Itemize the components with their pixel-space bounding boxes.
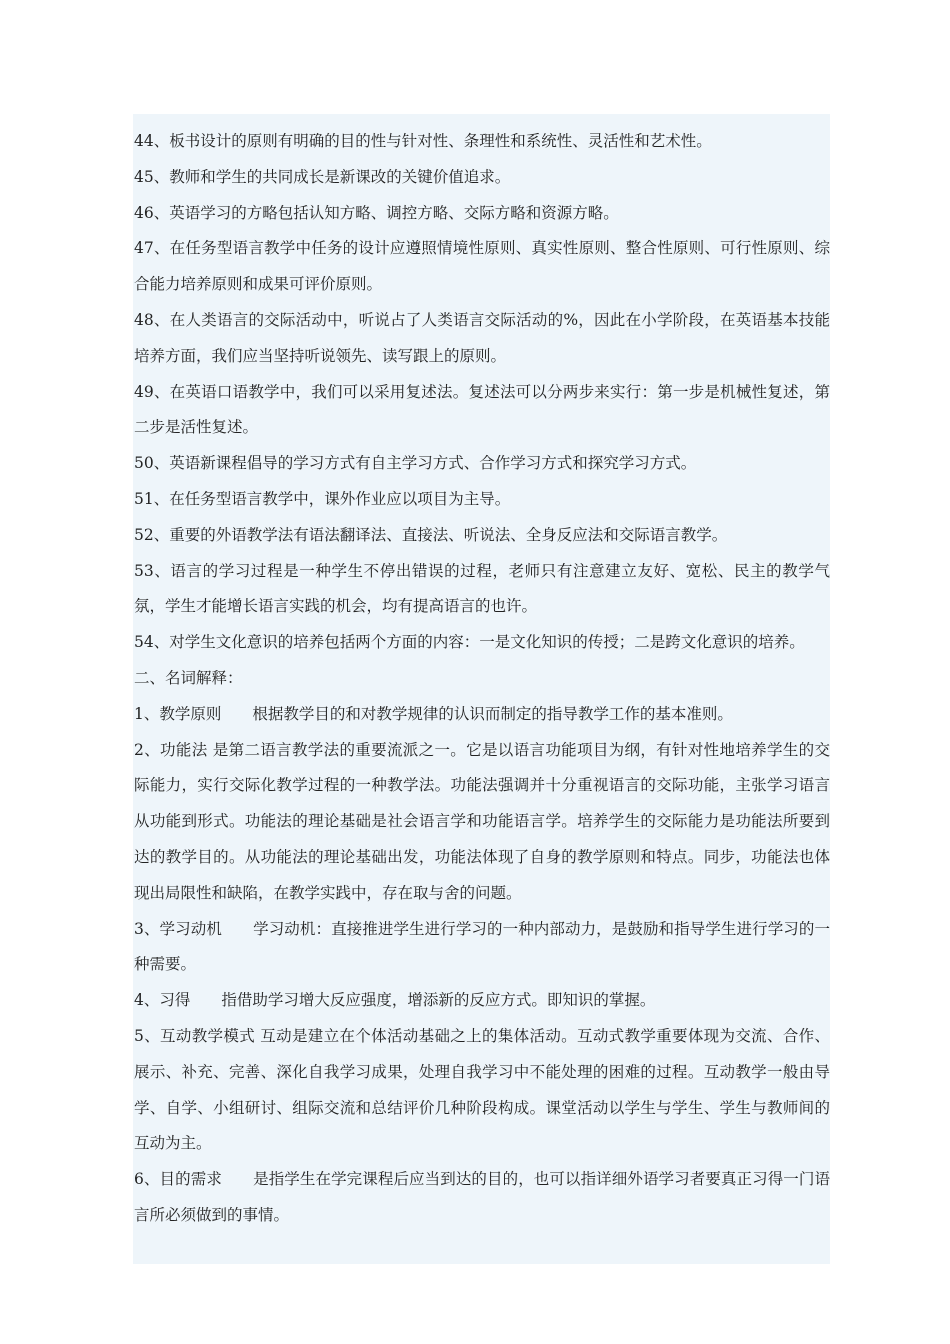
paragraph-53: 53、语言的学习过程是一种学生不停出错误的过程，老师只有注意建立友好、宽松、民主的教学气氛，学生才能增长语言实践的机会，均有提高语言的也许。 — [134, 561, 830, 616]
paragraph-54: 54、对学生文化意识的培养包括两个方面的内容：一是文化知识的传授；二是跨文化意识的培养。 — [134, 633, 805, 652]
term-6: 6、目的需求 是指学生在学完课程后应当到达的目的，也可以指详细外语学习者要真正习得一门语言所必须做到的事情。 — [134, 1170, 830, 1224]
section-heading-terms: 二、名词解释： — [134, 668, 243, 687]
paragraph-50: 50、英语新课程倡导的学习方式有自主学习方式、合作学习方式和探究学习方式。 — [134, 454, 697, 473]
paragraph-52: 52、重要的外语教学法有语法翻译法、直接法、听说法、全身反应法和交际语言教学。 — [134, 525, 728, 544]
paragraph-46: 46、英语学习的方略包括认知方略、调控方略、交际方略和资源方略。 — [134, 203, 619, 222]
paragraph-45: 45、教师和学生的共同成长是新课改的关键价值追求。 — [134, 167, 511, 186]
document-text-block — [133, 114, 830, 1264]
paragraph-47: 47、在任务型语言教学中任务的设计应遵照情境性原则、真实性原则、整合性原则、可行性原则、综合能力培养原则和成果可评价原则。 — [134, 239, 830, 294]
term-2: 2、功能法 是第二语言教学法的重要流派之一。它是以语言功能项目为纲，有针对性地培养学生的交际能力，实行交际化教学过程的一种教学法。功能法强调并十分重视语言的交际功能，主张学习语言从功能到形式。功能法的理论基础是社会语言学和功能语言学。培养学生的交际能力是功能法所要到达的教学目的。从功能法的理论基础出发，功能法体现了自身的教学原则和特点。同步，功能法也体现出局限性和缺陷，在教学实践中，存在取与舍的问题。 — [134, 740, 830, 902]
paragraph-49: 49、在英语口语教学中，我们可以采用复述法。复述法可以分两步来实行：第一步是机械性复述，第二步是活性复述。 — [134, 382, 830, 437]
term-5: 5、互动教学模式 互动是建立在个体活动基础之上的集体活动。互动式教学重要体现为交流、合作、展示、补充、完善、深化自我学习成果，处理自我学习中不能处理的困难的过程。互动教学一般由导学、自学、小组研讨、组际交流和总结评价几种阶段构成。课堂活动以学生与学生、学生与教师间的互动为主。 — [134, 1026, 830, 1153]
paragraph-48: 48、在人类语言的交际活动中，听说占了人类语言交际活动的%，因此在小学阶段，在英语基本技能培养方面，我们应当坚持听说领先、读写跟上的原则。 — [134, 310, 830, 365]
paragraph-44: 44、板书设计的原则有明确的目的性与针对性、条理性和系统性、灵活性和艺术性。 — [134, 132, 712, 150]
term-4: 4、习得 指借助学习增大反应强度，增添新的反应方式。即知识的掌握。 — [134, 991, 656, 1010]
paragraph-51: 51、在任务型语言教学中，课外作业应以项目为主导。 — [134, 489, 511, 508]
term-1: 1、教学原则 根据教学目的和对教学规律的认识而制定的指导教学工作的基本准则。 — [134, 704, 733, 723]
term-3: 3、学习动机 学习动机：直接推进学生进行学习的一种内部动力，是鼓励和指导学生进行学习的一种需要。 — [134, 919, 830, 974]
